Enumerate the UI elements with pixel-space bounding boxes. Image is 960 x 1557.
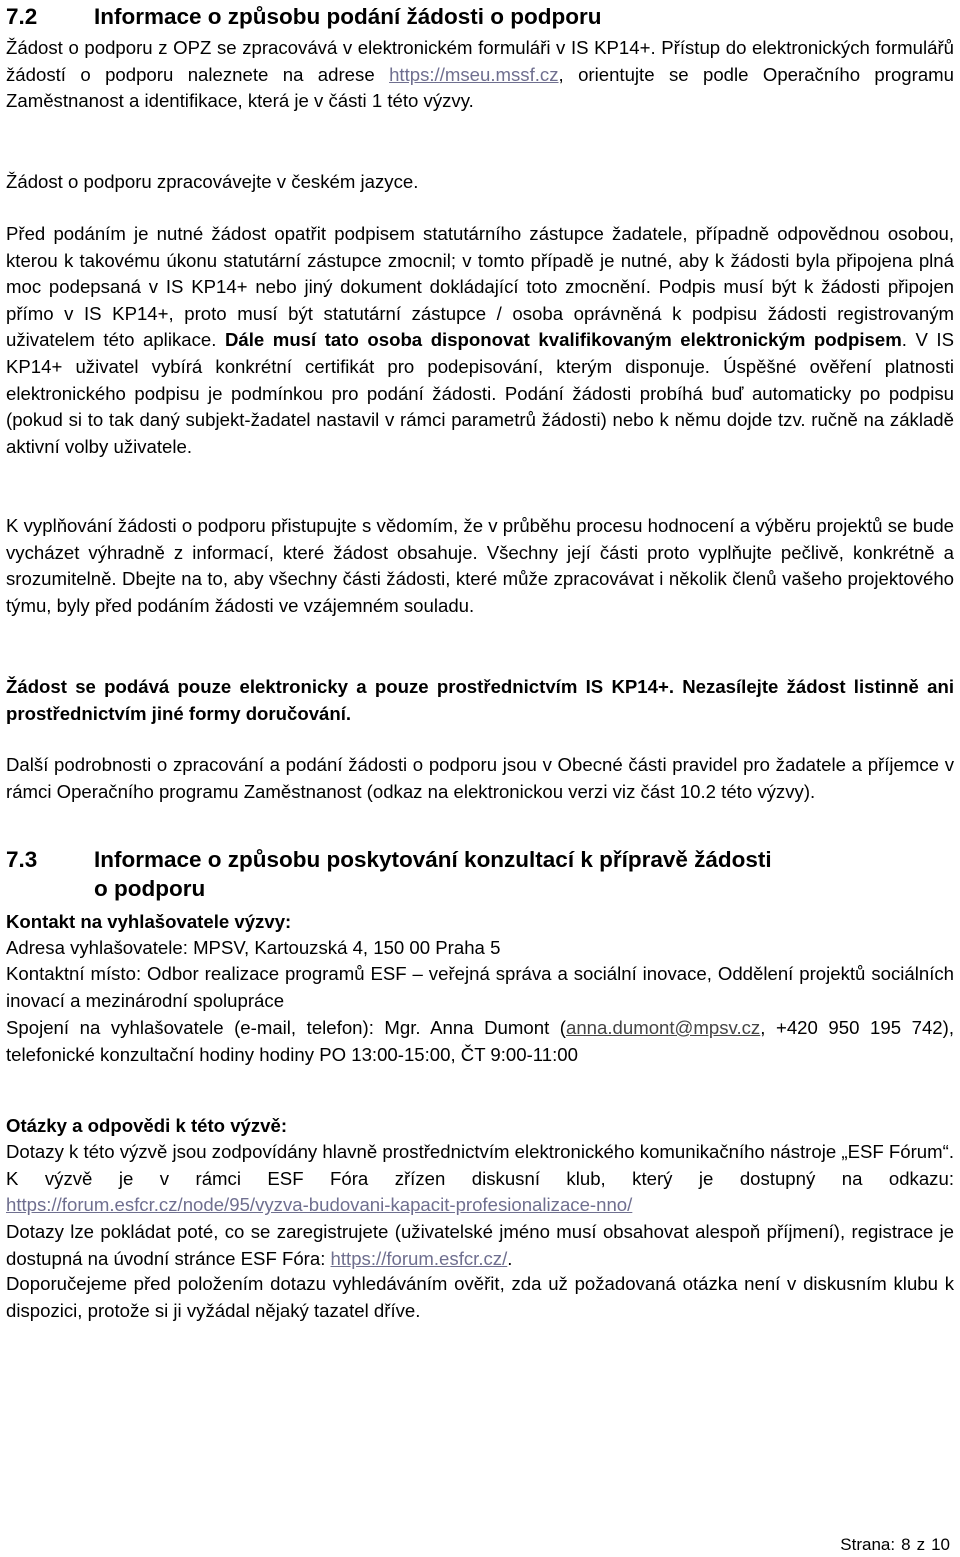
section-number: 7.3	[6, 847, 38, 872]
page-number: 8	[901, 1535, 911, 1554]
forum-club-link[interactable]: https://forum.esfcr.cz/node/95/vyzva-budovani-kapacit-profesionalizace-nno/	[6, 1194, 633, 1216]
qa-heading: Otázky a odpovědi k této výzvě:	[6, 1115, 288, 1136]
email-link[interactable]: anna.dumont@mpsv.cz	[566, 1017, 761, 1038]
bold-signature-note: Dále musí tato osoba disponovat kvalifikovaným elektronickým podpisem	[224, 329, 902, 351]
paragraph-electronic-only: Žádost se podává pouze elektronicky a pouze prostřednictvím IS KP14+. Nezasílejte žádost listinně ani prostřednictvím jiné formy doručování.	[6, 676, 954, 724]
qa-paragraph-registration: Dotazy lze pokládat poté, co se zaregistrujete (uživatelské jméno musí obsahovat alespoň příjmení), registrace je dostupná na úvodní stránce ESF Fóra: https://forum.esfcr.cz/.	[6, 1221, 954, 1269]
forum-home-link[interactable]: https://forum.esfcr.cz/	[330, 1247, 508, 1269]
qa-paragraph-recommendation: Doporučejeme před položením dotazu vyhledáváním ověřit, zda už požadovaná otázka není v diskusním klubu k dispozici, protože si ji vyžádal nějaký tazatel dříve.	[6, 1273, 954, 1321]
contact-heading: Kontakt na vyhlašovatele výzvy:	[6, 911, 292, 932]
contact-place: Kontaktní místo: Odbor realizace programů ESF – veřejná správa a sociální inovace, Oddělení projektů sociálních inovací a mezinárodní spolupráce	[6, 963, 954, 1011]
page-label: Strana:	[840, 1535, 896, 1554]
section-number: 7.2	[6, 4, 38, 29]
paragraph-intro: Žádost o podporu z OPZ se zpracovává v elektronickém formuláři v IS KP14+. Přístup do elektronických formulářů žádostí o podporu naleznete na adrese https://mseu.mssf.cz, orientujte se podle Operačního programu Zaměstnanost a identifikace, která je v části 1 této výzvy.	[6, 37, 955, 112]
section-title: Informace o způsobu podání žádosti o podporu	[94, 4, 602, 29]
page-of: z	[916, 1535, 926, 1554]
page-footer	[834, 1535, 950, 1555]
contact-address: Adresa vyhlašovatele: MPSV, Kartouzská 4, 150 00 Praha 5	[6, 937, 501, 958]
contact-connection: Spojení na vyhlašovatele (e-mail, telefon): Mgr. Anna Dumont (anna.dumont@mpsv.cz, +420 950 195 742), telefonické konzultační hodiny hodiny PO 13:00-15:00, ČT 9:00-11:00	[6, 1017, 954, 1065]
paragraph-signature: Před podáním je nutné žádost opatřit podpisem statutárního zástupce žadatele, případně odpovědnou osobou, kterou k takovému úkonu statutární zástupce zmocnil; v tomto případě je nutné, aby k žádosti byla připojena plná moc podepsaná v IS KP14+ nebo jiný dokument dokládající toto zmocnění. Podpis musí být k žádosti připojen přímo v IS KP14+, proto musí být statutární zástupce / osoba oprávněná k podpisu žádosti registrovaným uživatelem této aplikace. Dále musí tato osoba disponovat kvalifikovaným elektronickým podpisem. V IS KP14+ uživatel vybírá konkrétní certifikát pro podepisování, kterým disponuje. Úspěšné ověření platnosti elektronického podpisu je podmínkou pro podání žádosti. Podání žádosti probíhá buď automaticky po podpisu (pokud si to tak daný subjekt-žadatel nastavil v rámci parametrů žádosti) nebo k němu dojde tzv. ručně na základě aktivní volby uživatele.	[6, 223, 954, 457]
paragraph-filling: K vyplňování žádosti o podporu přistupujte s vědomím, že v průběhu procesu hodnocení a výběru projektů se bude vycházet výhradně z informací, které žádost obsahuje. Všechny její části proto vyplňujte pečlivě, konkrétně a srozumitelně. Dbejte na to, aby všechny části žádosti, které může zpracovávat i několik členů vašeho projektového týmu, byly před podáním žádosti ve vzájemném souladu.	[6, 515, 954, 616]
section-title: Informace o způsobu poskytování konzultací k přípravě žádosti o podporu	[94, 847, 772, 901]
qa-paragraph-forum: Dotazy k této výzvě jsou zodpovídány hlavně prostřednictvím elektronického komunikačního nástroje „ESF Fórum“. K výzvě je v rámci ESF Fóra zřízen diskusní klub, který je dostupný na odkazu: https://forum.esfcr.cz/node/95/vyzva-budovani-kapacit-profesionalizace-nno/	[6, 1141, 954, 1216]
section-heading-7-2	[6, 2, 601, 31]
paragraph-language: Žádost o podporu zpracovávejte v českém jazyce.	[6, 171, 419, 192]
mseu-link[interactable]: https://mseu.mssf.cz	[389, 63, 559, 85]
page-total: 10	[931, 1535, 950, 1554]
paragraph-further-details: Další podrobnosti o zpracování a podání žádosti o podporu jsou v Obecné části pravidel pro žadatele a příjemce v rámci Operačního programu Zaměstnanost (odkaz na elektronickou verzi viz část 10.2 této výzvy).	[6, 754, 954, 802]
section-heading-7-3	[6, 845, 772, 903]
